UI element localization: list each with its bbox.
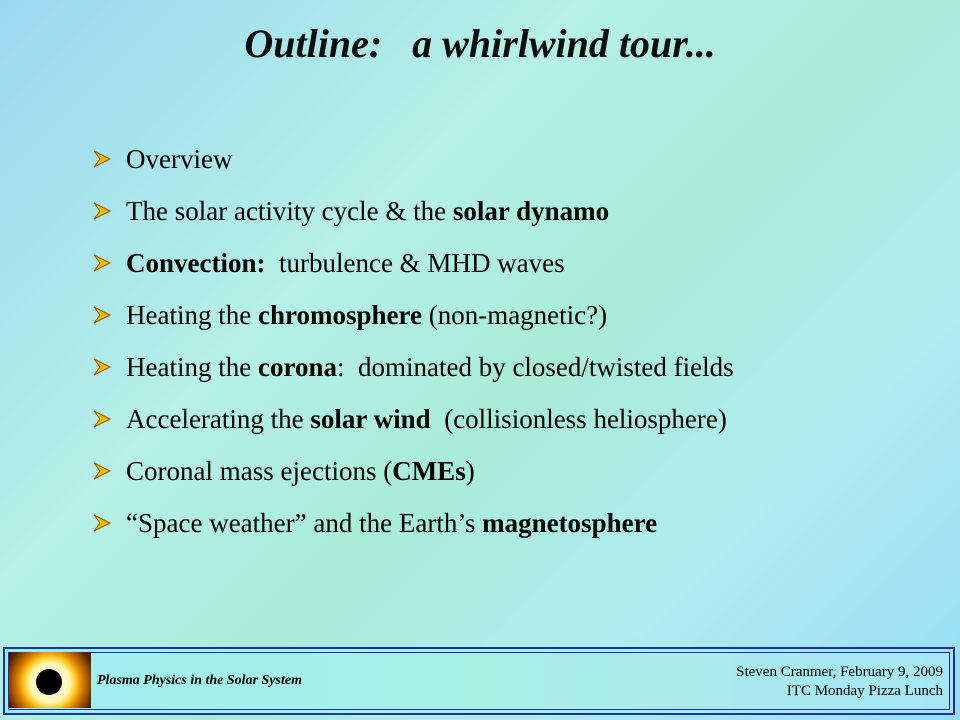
outline-item-text bbox=[126, 507, 658, 538]
plain-text: The solar activity cycle & the bbox=[126, 195, 453, 226]
outline-item bbox=[92, 289, 942, 341]
plain-text: Heating the bbox=[126, 351, 258, 382]
outline-item bbox=[92, 341, 942, 393]
outline-item-text bbox=[126, 403, 727, 434]
outline-list bbox=[92, 133, 942, 549]
footer-course-title: Plasma Physics in the Solar System bbox=[97, 673, 302, 688]
arrow-bullet-icon bbox=[92, 149, 126, 169]
emphasis-text: Convection: bbox=[126, 247, 266, 278]
plain-text: Overview bbox=[126, 143, 233, 174]
plain-text: (non-magnetic?) bbox=[421, 299, 608, 330]
outline-item bbox=[92, 133, 942, 185]
footer-bar bbox=[3, 647, 955, 715]
arrow-bullet-icon bbox=[92, 201, 126, 221]
arrow-bullet-icon bbox=[92, 461, 126, 481]
outline-item-text bbox=[126, 195, 610, 226]
footer-author-info bbox=[736, 663, 943, 701]
outline-item-text bbox=[126, 143, 233, 174]
plain-text: Heating the bbox=[126, 299, 258, 330]
slide-title: Outline: a whirlwind tour... bbox=[244, 21, 716, 66]
outline-item-text bbox=[126, 299, 608, 330]
arrow-bullet-icon bbox=[92, 357, 126, 377]
outline-item-text bbox=[126, 455, 475, 486]
emphasis-text: solar wind bbox=[310, 403, 431, 434]
plain-text: : dominated by closed/twisted fields bbox=[336, 351, 734, 382]
arrow-bullet-icon bbox=[92, 409, 126, 429]
outline-item bbox=[92, 497, 942, 549]
outline-item-text bbox=[126, 247, 565, 278]
outline-item bbox=[92, 393, 942, 445]
emphasis-text: chromosphere bbox=[257, 299, 422, 330]
plain-text: Accelerating the bbox=[126, 403, 311, 434]
solar-eclipse-logo bbox=[9, 652, 91, 708]
arrow-bullet-icon bbox=[92, 253, 126, 273]
plain-text: turbulence & MHD waves bbox=[265, 247, 565, 278]
plain-text: (collisionless heliosphere) bbox=[430, 403, 727, 434]
plain-text: Coronal mass ejections ( bbox=[126, 455, 393, 486]
arrow-bullet-icon bbox=[92, 305, 126, 325]
footer-event: ITC Monday Pizza Lunch bbox=[786, 683, 943, 699]
outline-item bbox=[92, 237, 942, 289]
emphasis-text: solar dynamo bbox=[452, 195, 610, 226]
plain-text: “Space weather” and the Earth’s bbox=[126, 507, 483, 538]
moon-disk bbox=[36, 669, 62, 695]
emphasis-text: CMEs bbox=[392, 455, 466, 486]
emphasis-text: magnetosphere bbox=[482, 507, 658, 538]
footer-author-date: Steven Cranmer, February 9, 2009 bbox=[736, 664, 943, 680]
outline-item bbox=[92, 445, 942, 497]
emphasis-text: corona bbox=[257, 351, 337, 382]
plain-text: ) bbox=[465, 455, 475, 486]
outline-item bbox=[92, 185, 942, 237]
outline-item-text bbox=[126, 351, 734, 382]
arrow-bullet-icon bbox=[92, 513, 126, 533]
